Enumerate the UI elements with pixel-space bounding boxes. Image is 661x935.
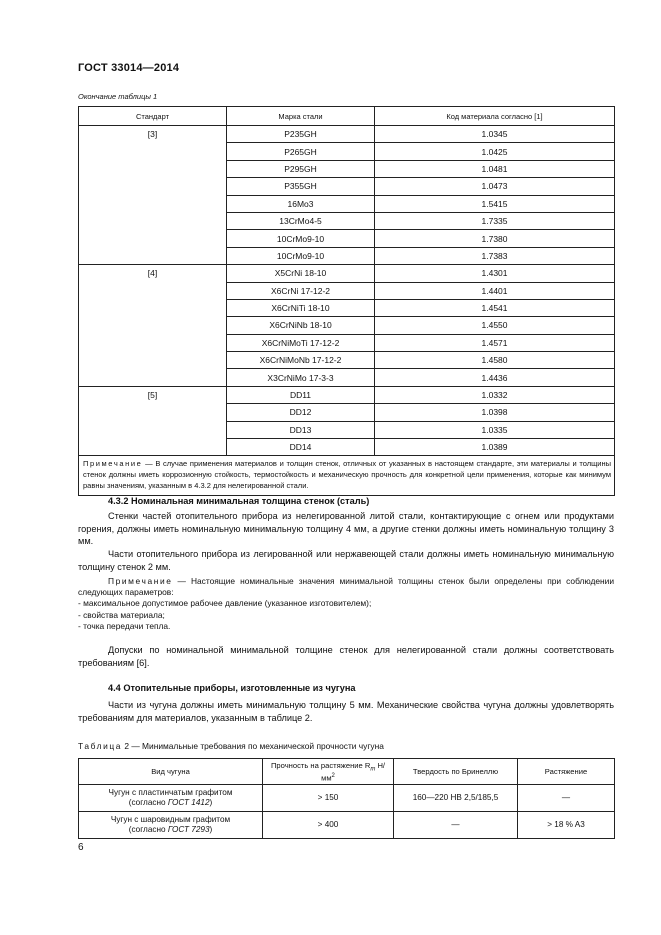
section-4-3-2-note [78, 576, 614, 632]
section-4-3-2-paragraph-2: Части отопительного прибора из легированной или нержавеющей стали должны иметь номинальную минимальную толщину стенок 2 мм. [78, 549, 614, 572]
note-label: Примечание [83, 459, 143, 469]
standard-cell: [3] [79, 126, 227, 265]
brinell-hardness-cell: 160—220 HB 2,5/185,5 [394, 785, 518, 812]
note-item: - точка передачи тепла. [78, 620, 171, 631]
brinell-hardness-cell: — [394, 812, 518, 839]
col-material-code-header: Код материала согласно [1] [375, 107, 615, 126]
table1-caption: Окончание таблицы 1 [78, 92, 158, 101]
note-item: - максимальное допустимое рабочее давление (указанное изготовителем); [78, 598, 372, 609]
steel-grade-cell: X6CrNiMoNb 17-12-2 [227, 352, 375, 369]
material-code-cell: 1.4436 [375, 369, 615, 386]
steel-grade-cell: X6CrNiMoTi 17-12-2 [227, 334, 375, 351]
table-row [79, 265, 615, 282]
note-lead [78, 576, 614, 598]
material-code-cell: 1.7383 [375, 247, 615, 264]
section-4-3-2-paragraph-3: Допуски по номинальной минимальной толщине стенок для нелегированной стали должны соответствовать требованиям [6]. [78, 645, 614, 668]
material-code-cell: 1.5415 [375, 195, 615, 212]
col-brinell-hardness-header: Твердость по Бринеллю [394, 759, 518, 785]
table2-caption-label: Таблица [78, 741, 123, 751]
col-standard-header: Стандарт [79, 107, 227, 126]
table1-note [79, 456, 615, 496]
steel-grade-cell: P235GH [227, 126, 375, 143]
material-code-cell: 1.0481 [375, 160, 615, 177]
material-code-cell: 1.0398 [375, 404, 615, 421]
iron-type-ref-pre: (согласно [128, 798, 168, 808]
note-text: — В случае применения материалов и толщин стенок, отличных от указанных в настоящем стандарте, эти материалы и толщины стенок должны иметь коррозионную стойкость, термостойкость и механическую прочность для конкретной цели применения, которые как минимум равны значениям, указанным в 4.3.2 для нелегированной стали. [83, 459, 611, 490]
steel-grade-cell: DD11 [227, 386, 375, 403]
section-4-3-2-heading: 4.3.2 Номинальная минимальная толщина стенок (сталь) [108, 496, 370, 506]
material-code-cell: 1.4401 [375, 282, 615, 299]
steel-grades-table [78, 106, 615, 496]
table-row [79, 126, 615, 143]
steel-grade-cell: X6CrNiNb 18-10 [227, 317, 375, 334]
table-row [79, 812, 615, 839]
tensile-strength-cell: > 400 [263, 812, 394, 839]
col-tensile-strength-header: Прочность на растяжение $R_m$ $Н/мм^2$ [263, 759, 394, 785]
steel-grade-cell: X6CrNiTi 18-10 [227, 299, 375, 316]
material-code-cell: 1.4550 [375, 317, 615, 334]
steel-grade-cell: DD12 [227, 404, 375, 421]
steel-grade-cell: 13CrMo4-5 [227, 212, 375, 229]
cast-iron-requirements-table [78, 758, 615, 839]
steel-grade-cell: 10CrMo9-10 [227, 247, 375, 264]
material-code-cell: 1.0345 [375, 126, 615, 143]
iron-type-ref-post: ) [209, 798, 213, 808]
page-number: 6 [78, 842, 84, 853]
col-iron-type-header: Вид чугуна [79, 759, 263, 785]
material-code-cell: 1.0425 [375, 143, 615, 160]
iron-type-standard-ref: ГОСТ 7293 [167, 825, 210, 835]
table-row [79, 386, 615, 403]
note-text: — Настоящие номинальные значения минимальной толщины стенок были определены при соблюдении следующих параметров: [78, 576, 614, 598]
table2-caption [78, 741, 384, 751]
material-code-cell: 1.0335 [375, 421, 615, 438]
material-code-cell: 1.0389 [375, 439, 615, 456]
iron-type-cell [79, 785, 263, 812]
iron-type-ref-pre: (согласно [128, 825, 168, 835]
standard-cell: [5] [79, 386, 227, 456]
note-label: Примечание [108, 576, 173, 586]
steel-grade-cell: X6CrNi 17-12-2 [227, 282, 375, 299]
iron-type-name: Чугун с шаровидным графитом [110, 814, 231, 824]
steel-grade-cell: P295GH [227, 160, 375, 177]
document-id: ГОСТ 33014—2014 [78, 62, 180, 74]
steel-grade-cell: 16Mo3 [227, 195, 375, 212]
material-code-cell: 1.4571 [375, 334, 615, 351]
steel-grade-cell: DD14 [227, 439, 375, 456]
section-4-3-2-paragraph-1: Стенки частей отопительного прибора из нелегированной литой стали, контактирующие с огнем или продуктами горения, должны иметь номинальную минимальную толщину 4 мм, а другие стенки должны иметь номинальную толщину 3 мм. [78, 511, 614, 547]
steel-grade-cell: X5CrNi 18-10 [227, 265, 375, 282]
material-code-cell: 1.4301 [375, 265, 615, 282]
iron-type-cell [79, 812, 263, 839]
steel-grade-cell: X3CrNiMo 17-3-3 [227, 369, 375, 386]
material-code-cell: 1.0332 [375, 386, 615, 403]
table1-header-row [79, 107, 615, 126]
iron-type-standard-ref: ГОСТ 1412 [167, 798, 210, 808]
standard-cell: [4] [79, 265, 227, 387]
steel-grade-cell: 10CrMo9-10 [227, 230, 375, 247]
table-row [79, 785, 615, 812]
tensile-strength-cell: > 150 [263, 785, 394, 812]
material-code-cell: 1.4541 [375, 299, 615, 316]
section-4-4-heading: 4.4 Отопительные приборы, изготовленные из чугуна [108, 683, 356, 693]
material-code-cell: 1.7335 [375, 212, 615, 229]
steel-grade-cell: P355GH [227, 178, 375, 195]
elongation-cell: — [518, 785, 615, 812]
material-code-cell: 1.0473 [375, 178, 615, 195]
steel-grade-cell: P265GH [227, 143, 375, 160]
iron-type-name: Чугун с пластинчатым графитом [108, 787, 233, 797]
col-steel-grade-header: Марка стали [227, 107, 375, 126]
section-4-4-paragraph-1: Части из чугуна должны иметь минимальную толщину 5 мм. Механические свойства чугуна должны удовлетворять требованиям для материалов, указанным в таблице 2. [78, 700, 614, 723]
table1-note-row [79, 456, 615, 496]
material-code-cell: 1.7380 [375, 230, 615, 247]
table2-caption-text: 2 — Минимальные требования по механической прочности чугуна [122, 741, 384, 751]
steel-grade-cell: DD13 [227, 421, 375, 438]
iron-type-ref-post: ) [209, 825, 213, 835]
table2-header-row [79, 759, 615, 785]
note-item: - свойства материала; [78, 609, 165, 620]
elongation-cell: > 18 % A3 [518, 812, 615, 839]
col-elongation-header: Растяжение [518, 759, 615, 785]
material-code-cell: 1.4580 [375, 352, 615, 369]
